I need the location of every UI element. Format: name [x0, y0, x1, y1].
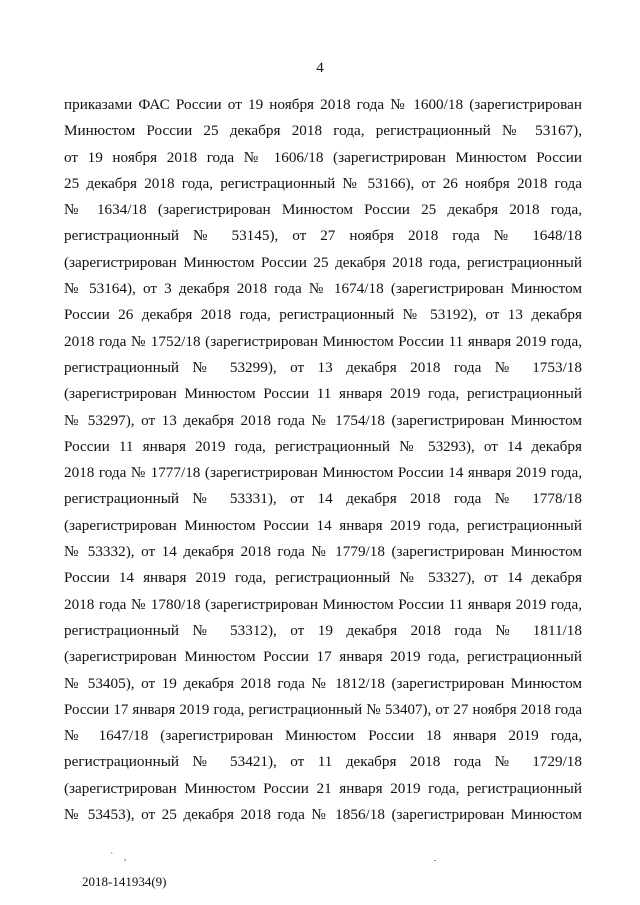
text-line: (зарегистрирован Минюстом России 17 января 2019 года, регистрационный: [64, 648, 582, 666]
text-line: регистрационный № 53331), от 14 декабря 2018 года № 1778/18: [64, 490, 582, 508]
text-line: регистрационный № 53299), от 13 декабря 2018 года № 1753/18: [64, 358, 582, 376]
page-number: 4: [316, 60, 324, 76]
text-line: 2018 года № 1777/18 (зарегистрирован Минюстом России 14 января 2019 года,: [64, 464, 582, 482]
text-line: России 17 января 2019 года, регистрационный № 53407), от 27 ноября 2018 года: [64, 701, 582, 718]
text-line: регистрационный № 53421), от 11 декабря 2018 года № 1729/18: [64, 753, 582, 771]
text-line: № 1634/18 (зарегистрирован Минюстом России 25 декабря 2018 года,: [64, 201, 582, 219]
document-id: 2018-141934(9): [82, 874, 167, 889]
text-line: (зарегистрирован Минюстом России 21 января 2019 года, регистрационный: [64, 779, 582, 797]
text-line: № 53164), от 3 декабря 2018 года № 1674/18 (зарегистрирован Минюстом: [64, 280, 582, 298]
text-line: 2018 года № 1752/18 (зарегистрирован Минюстом России 11 января 2019 года,: [64, 332, 582, 350]
text-line: № 53453), от 25 декабря 2018 года № 1856/18 (зарегистрирован Минюстом: [64, 806, 582, 824]
text-line: № 53297), от 13 декабря 2018 года № 1754/18 (зарегистрирован Минюстом: [64, 411, 582, 429]
scan-marks: ` ,: [110, 852, 131, 863]
text-line: Минюстом России 25 декабря 2018 года, регистрационный № 53167),: [64, 122, 582, 140]
text-line: России 26 декабря 2018 года, регистрационный № 53192), от 13 декабря: [64, 306, 582, 324]
text-line: от 19 ноября 2018 года № 1606/18 (зарегистрирован Минюстом России: [64, 148, 582, 166]
text-line: России 14 января 2019 года, регистрационный № 53327), от 14 декабря: [64, 569, 582, 587]
text-line: 2018 года № 1780/18 (зарегистрирован Минюстом России 11 января 2019 года,: [64, 595, 582, 613]
text-line: России 11 января 2019 года, регистрационный № 53293), от 14 декабря: [64, 437, 582, 455]
text-line: № 53332), от 14 декабря 2018 года № 1779/18 (зарегистрирован Минюстом: [64, 543, 582, 561]
scan-dot: [434, 860, 436, 861]
text-line: (зарегистрирован Минюстом России 11 января 2019 года, регистрационный: [64, 385, 582, 403]
text-line: № 1647/18 (зарегистрирован Минюстом России 18 января 2019 года,: [64, 727, 582, 745]
text-line: регистрационный № 53145), от 27 ноября 2018 года № 1648/18: [64, 227, 582, 245]
body-text: [64, 92, 582, 828]
text-line: 25 декабря 2018 года, регистрационный № 53166), от 26 ноября 2018 года: [64, 174, 582, 192]
text-line: (зарегистрирован Минюстом России 25 декабря 2018 года, регистрационный: [64, 253, 582, 271]
text-line: регистрационный № 53312), от 19 декабря 2018 года № 1811/18: [64, 621, 582, 639]
text-line: № 53405), от 19 декабря 2018 года № 1812/18 (зарегистрирован Минюстом: [64, 674, 582, 692]
text-line: (зарегистрирован Минюстом России 14 января 2019 года, регистрационный: [64, 516, 582, 534]
text-line: приказами ФАС России от 19 ноября 2018 года № 1600/18 (зарегистрирован: [64, 96, 582, 113]
